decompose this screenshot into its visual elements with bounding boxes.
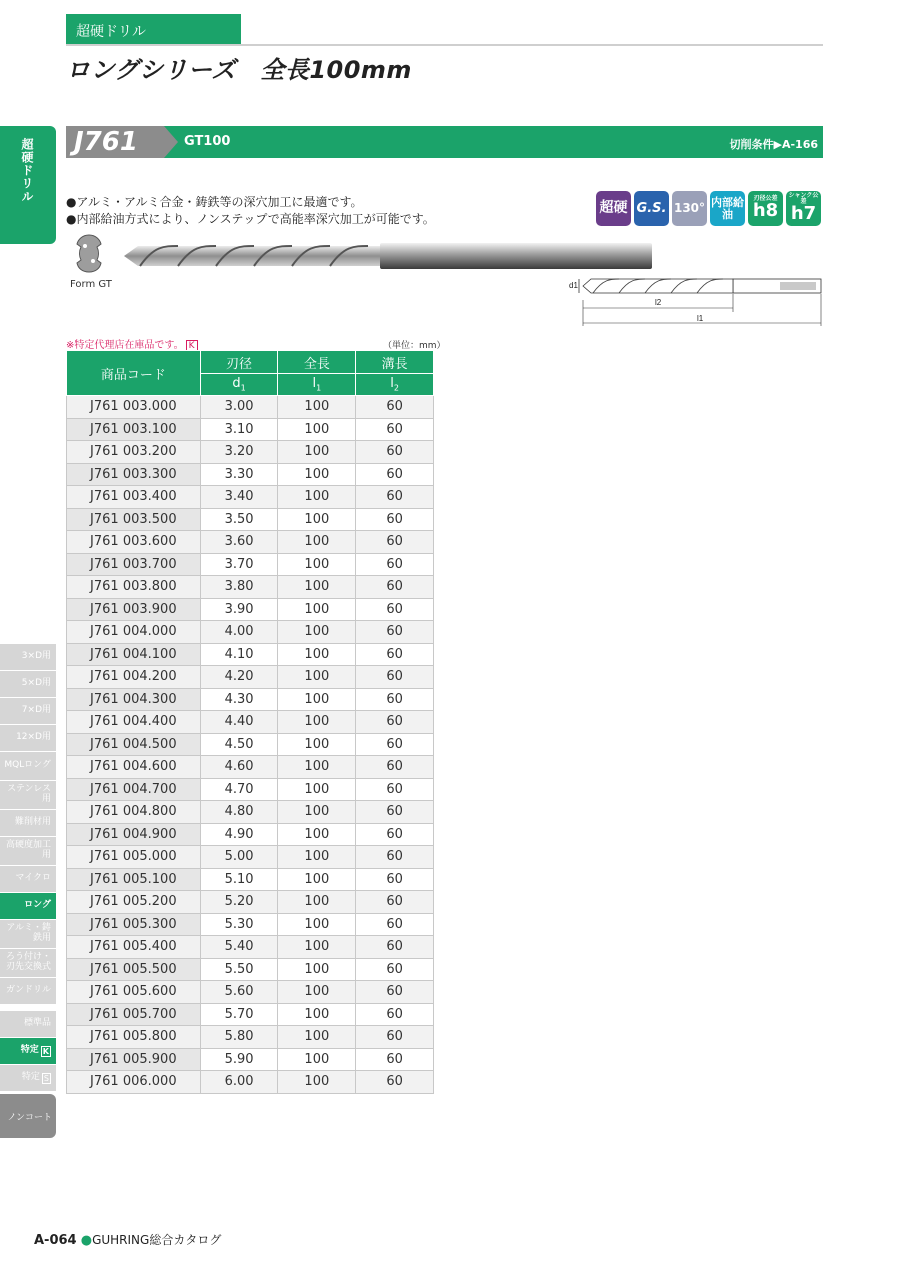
flute-length-cell: 60 bbox=[356, 486, 434, 509]
side-nav-item[interactable] bbox=[0, 893, 56, 919]
flute-length-cell: 60 bbox=[356, 576, 434, 599]
product-code-cell: J761 005.400 bbox=[67, 936, 201, 959]
table-row bbox=[67, 846, 434, 869]
diameter-cell: 5.00 bbox=[200, 846, 278, 869]
diameter-cell: 4.60 bbox=[200, 756, 278, 779]
side-nav-item[interactable] bbox=[0, 810, 56, 836]
page-number: A-064 bbox=[34, 1233, 77, 1248]
table-row bbox=[67, 891, 434, 914]
length-cell: 100 bbox=[278, 553, 356, 576]
diameter-cell: 3.20 bbox=[200, 441, 278, 464]
side-nav-item-label: 5×D用 bbox=[21, 678, 51, 689]
flute-length-cell: 60 bbox=[356, 913, 434, 936]
side-nav-item-label: 特定 bbox=[20, 1045, 39, 1056]
coolant-label: 内部給油 bbox=[711, 195, 744, 221]
side-nav-mark: S bbox=[43, 1073, 49, 1083]
product-code-cell: J761 003.000 bbox=[67, 396, 201, 419]
product-code-cell: J761 004.600 bbox=[67, 756, 201, 779]
table-row bbox=[67, 576, 434, 599]
side-nav-item-label: 特定 bbox=[21, 1072, 40, 1083]
length-cell: 100 bbox=[278, 1026, 356, 1049]
table-row bbox=[67, 598, 434, 621]
side-nav-item-label: 難削材用 bbox=[14, 817, 51, 828]
side-nav-item[interactable] bbox=[0, 1065, 56, 1091]
spec-table-body bbox=[67, 396, 434, 1094]
length-cell: 100 bbox=[278, 418, 356, 441]
category-label: 超硬ドリル bbox=[76, 24, 146, 40]
flute-length-cell: 60 bbox=[356, 441, 434, 464]
side-nav-item[interactable] bbox=[0, 671, 56, 697]
shank-tolerance-badge bbox=[786, 191, 821, 226]
diameter-cell: 5.80 bbox=[200, 1026, 278, 1049]
diameter-cell: 3.00 bbox=[200, 396, 278, 419]
product-code-cell: J761 003.400 bbox=[67, 486, 201, 509]
side-nav-item-label: MQLロング bbox=[4, 760, 51, 771]
flute-length-cell: 60 bbox=[356, 891, 434, 914]
length-cell: 100 bbox=[278, 486, 356, 509]
side-nav-item[interactable] bbox=[0, 752, 56, 780]
length-cell: 100 bbox=[278, 733, 356, 756]
side-nav-item-label: 3×D用 bbox=[21, 651, 51, 662]
category-tab bbox=[66, 14, 241, 44]
table-row bbox=[67, 441, 434, 464]
product-code-cell: J761 005.300 bbox=[67, 913, 201, 936]
diameter-cell: 4.00 bbox=[200, 621, 278, 644]
side-nav-item[interactable] bbox=[0, 698, 56, 724]
product-code-cell: J761 005.500 bbox=[67, 958, 201, 981]
length-cell: 100 bbox=[278, 576, 356, 599]
footer bbox=[34, 1231, 221, 1248]
side-nav-item[interactable] bbox=[0, 920, 56, 948]
catalog-name: GUHRING総合カタログ bbox=[92, 1233, 222, 1247]
header-flute: 溝長 bbox=[356, 351, 434, 374]
side-nav-item-label: 高硬度加工用 bbox=[5, 840, 51, 860]
diameter-cell: 3.70 bbox=[200, 553, 278, 576]
diameter-cell: 3.50 bbox=[200, 508, 278, 531]
diameter-cell: 4.90 bbox=[200, 823, 278, 846]
shank-tolerance-value: h7 bbox=[790, 203, 817, 225]
carbide-badge-label: 超硬 bbox=[599, 200, 628, 217]
diameter-cell: 4.70 bbox=[200, 778, 278, 801]
table-row bbox=[67, 756, 434, 779]
flute-length-cell: 60 bbox=[356, 531, 434, 554]
flute-length-cell: 60 bbox=[356, 711, 434, 734]
side-nav-item-label: アルミ・鋳鉄用 bbox=[6, 923, 51, 943]
d1-label: d1 bbox=[569, 281, 578, 290]
flute-length-cell: 60 bbox=[356, 418, 434, 441]
flute-length-cell: 60 bbox=[356, 508, 434, 531]
table-row bbox=[67, 666, 434, 689]
flute-sub: 2 bbox=[393, 383, 399, 393]
length-cell: 100 bbox=[278, 778, 356, 801]
cutting-conditions-link[interactable]: 切削条件▶A-166 bbox=[729, 138, 818, 151]
flute-length-cell: 60 bbox=[356, 756, 434, 779]
feature-1: ●アルミ・アルミ合金・鋳鉄等の深穴加工に最適です。 bbox=[66, 195, 363, 209]
length-cell: 100 bbox=[278, 936, 356, 959]
table-row bbox=[67, 418, 434, 441]
flute-length-cell: 60 bbox=[356, 1003, 434, 1026]
length-symbol: l bbox=[312, 376, 317, 392]
header-diameter-symbol bbox=[200, 374, 278, 396]
length-cell: 100 bbox=[278, 396, 356, 419]
spec-badges bbox=[596, 191, 821, 226]
diameter-cell: 4.80 bbox=[200, 801, 278, 824]
product-code-cell: J761 004.000 bbox=[67, 621, 201, 644]
side-nav-item[interactable] bbox=[0, 644, 56, 670]
product-code-cell: J761 003.700 bbox=[67, 553, 201, 576]
flute-symbol: l bbox=[390, 376, 394, 392]
product-code-cell: J761 004.700 bbox=[67, 778, 201, 801]
side-nav-item[interactable] bbox=[0, 725, 56, 751]
length-cell: 100 bbox=[278, 846, 356, 869]
diameter-cell: 5.70 bbox=[200, 1003, 278, 1026]
product-code-cell: J761 005.000 bbox=[67, 846, 201, 869]
flute-length-cell: 60 bbox=[356, 823, 434, 846]
side-nav-item[interactable] bbox=[0, 1038, 56, 1064]
flute-length-cell: 60 bbox=[356, 1071, 434, 1094]
product-bar bbox=[66, 126, 823, 158]
diameter-cell: 5.50 bbox=[200, 958, 278, 981]
point-angle-badge bbox=[672, 191, 707, 226]
catalog-dot-icon: ● bbox=[80, 1233, 93, 1248]
side-nav-item-label: ろう付け・刃先交換式 bbox=[5, 952, 51, 972]
product-code-cell: J761 003.500 bbox=[67, 508, 201, 531]
side-nav-item[interactable] bbox=[0, 781, 56, 809]
product-code-cell: J761 005.800 bbox=[67, 1026, 201, 1049]
diameter-cell: 3.30 bbox=[200, 463, 278, 486]
table-row bbox=[67, 643, 434, 666]
length-cell: 100 bbox=[278, 621, 356, 644]
side-nav-item-label: 標準品 bbox=[23, 1018, 51, 1029]
table-row bbox=[67, 778, 434, 801]
stock-k-mark: K bbox=[186, 340, 198, 352]
product-code-cell: J761 004.200 bbox=[67, 666, 201, 689]
flute-length-cell: 60 bbox=[356, 643, 434, 666]
length-cell: 100 bbox=[278, 868, 356, 891]
spec-table bbox=[66, 350, 434, 1094]
product-code-cell: J761 005.100 bbox=[67, 868, 201, 891]
flute-length-cell: 60 bbox=[356, 621, 434, 644]
l1-label: l1 bbox=[697, 314, 704, 323]
diameter-cell: 6.00 bbox=[200, 1071, 278, 1094]
product-code-cell: J761 004.800 bbox=[67, 801, 201, 824]
table-row bbox=[67, 621, 434, 644]
length-sub: 1 bbox=[316, 383, 322, 393]
table-row bbox=[67, 396, 434, 419]
diameter-cell: 5.30 bbox=[200, 913, 278, 936]
diameter-cell: 3.60 bbox=[200, 531, 278, 554]
product-code-cell: J761 004.500 bbox=[67, 733, 201, 756]
coolant-badge bbox=[710, 191, 745, 226]
diameter-cell: 5.60 bbox=[200, 981, 278, 1004]
table-row bbox=[67, 1003, 434, 1026]
top-divider bbox=[66, 44, 823, 46]
flute-length-cell: 60 bbox=[356, 688, 434, 711]
table-row bbox=[67, 711, 434, 734]
product-code-cell: J761 004.900 bbox=[67, 823, 201, 846]
length-cell: 100 bbox=[278, 508, 356, 531]
table-row bbox=[67, 823, 434, 846]
flute-length-cell: 60 bbox=[356, 801, 434, 824]
diameter-cell: 4.50 bbox=[200, 733, 278, 756]
gs-badge bbox=[634, 191, 669, 226]
product-code-cell: J761 005.600 bbox=[67, 981, 201, 1004]
length-cell: 100 bbox=[278, 666, 356, 689]
side-nav-item-label: ロング bbox=[24, 900, 51, 911]
side-nav-noncoat[interactable]: ノンコート bbox=[0, 1094, 56, 1138]
table-row bbox=[67, 1026, 434, 1049]
product-code-cell: J761 006.000 bbox=[67, 1071, 201, 1094]
length-cell: 100 bbox=[278, 441, 356, 464]
table-row bbox=[67, 531, 434, 554]
product-code-cell: J761 003.200 bbox=[67, 441, 201, 464]
length-cell: 100 bbox=[278, 688, 356, 711]
diameter-tolerance-caption: 刃径公差 bbox=[753, 194, 778, 202]
diameter-cell: 4.40 bbox=[200, 711, 278, 734]
length-cell: 100 bbox=[278, 958, 356, 981]
length-cell: 100 bbox=[278, 891, 356, 914]
side-nav-item-label: 7×D用 bbox=[21, 705, 51, 716]
flute-length-cell: 60 bbox=[356, 981, 434, 1004]
feature-2: ●内部給油方式により、ノンステップで高能率深穴加工が可能です。 bbox=[66, 212, 435, 226]
side-nav-mark: K bbox=[42, 1046, 49, 1056]
length-cell: 100 bbox=[278, 756, 356, 779]
side-nav-item[interactable] bbox=[0, 1011, 56, 1037]
diameter-cell: 3.40 bbox=[200, 486, 278, 509]
diameter-cell: 5.40 bbox=[200, 936, 278, 959]
diameter-cell: 3.10 bbox=[200, 418, 278, 441]
diameter-cell: 3.80 bbox=[200, 576, 278, 599]
shank-tolerance-caption: シャンク公差 bbox=[788, 191, 819, 206]
table-row bbox=[67, 981, 434, 1004]
dia-symbol: d bbox=[232, 376, 241, 392]
diameter-tolerance-value: h8 bbox=[752, 200, 779, 222]
flute-length-cell: 60 bbox=[356, 396, 434, 419]
table-row bbox=[67, 508, 434, 531]
carbide-badge bbox=[596, 191, 631, 226]
l2-label: l2 bbox=[655, 298, 662, 307]
side-nav-item[interactable] bbox=[0, 837, 56, 865]
table-row bbox=[67, 463, 434, 486]
table-row bbox=[67, 553, 434, 576]
table-row bbox=[67, 868, 434, 891]
product-code-cell: J761 004.400 bbox=[67, 711, 201, 734]
table-row bbox=[67, 1071, 434, 1094]
side-category-label: 超硬ドリル bbox=[20, 138, 34, 203]
point-angle-label: 130° bbox=[673, 201, 706, 216]
length-cell: 100 bbox=[278, 1048, 356, 1071]
header-length-symbol bbox=[278, 374, 356, 396]
length-cell: 100 bbox=[278, 913, 356, 936]
header-flute-symbol bbox=[356, 374, 434, 396]
length-cell: 100 bbox=[278, 1071, 356, 1094]
product-code: J761 bbox=[66, 126, 164, 158]
flute-length-cell: 60 bbox=[356, 598, 434, 621]
side-nav bbox=[0, 644, 56, 1092]
table-row bbox=[67, 486, 434, 509]
side-nav-item-label: ガンドリル bbox=[5, 985, 51, 996]
side-nav-item[interactable] bbox=[0, 949, 56, 977]
product-code-cell: J761 003.100 bbox=[67, 418, 201, 441]
table-row bbox=[67, 688, 434, 711]
table-row bbox=[67, 733, 434, 756]
flute-length-cell: 60 bbox=[356, 778, 434, 801]
product-code-cell: J761 003.600 bbox=[67, 531, 201, 554]
page-title: ロングシリーズ 全長100mm bbox=[66, 56, 412, 84]
side-nav-item-label: 12×D用 bbox=[16, 732, 51, 743]
side-nav-item[interactable] bbox=[0, 866, 56, 892]
length-cell: 100 bbox=[278, 981, 356, 1004]
product-code-cell: J761 005.200 bbox=[67, 891, 201, 914]
header-length: 全長 bbox=[278, 351, 356, 374]
length-cell: 100 bbox=[278, 643, 356, 666]
stock-note-text: ※特定代理店在庫品です。 bbox=[66, 340, 184, 351]
product-code-arrow bbox=[164, 126, 178, 158]
table-row bbox=[67, 936, 434, 959]
length-cell: 100 bbox=[278, 711, 356, 734]
diameter-cell: 4.10 bbox=[200, 643, 278, 666]
length-cell: 100 bbox=[278, 463, 356, 486]
flute-length-cell: 60 bbox=[356, 463, 434, 486]
drill-cross-section-icon bbox=[70, 232, 108, 274]
diameter-cell: 3.90 bbox=[200, 598, 278, 621]
diameter-cell: 4.20 bbox=[200, 666, 278, 689]
length-cell: 100 bbox=[278, 531, 356, 554]
product-code-cell: J761 004.300 bbox=[67, 688, 201, 711]
header-diameter: 刃径 bbox=[200, 351, 278, 374]
flute-length-cell: 60 bbox=[356, 1048, 434, 1071]
flute-length-cell: 60 bbox=[356, 666, 434, 689]
product-code-cell: J761 003.300 bbox=[67, 463, 201, 486]
diameter-cell: 4.30 bbox=[200, 688, 278, 711]
gs-badge-label: G.S. bbox=[636, 200, 667, 216]
diameter-cell: 5.90 bbox=[200, 1048, 278, 1071]
drill-photo bbox=[120, 238, 655, 274]
product-code-cell: J761 003.800 bbox=[67, 576, 201, 599]
table-row bbox=[67, 1048, 434, 1071]
side-nav-item-label: マイクロ bbox=[15, 873, 51, 884]
flute-length-cell: 60 bbox=[356, 846, 434, 869]
length-cell: 100 bbox=[278, 598, 356, 621]
diameter-cell: 5.20 bbox=[200, 891, 278, 914]
product-series: GT100 bbox=[184, 134, 231, 149]
diameter-tolerance-badge bbox=[748, 191, 783, 226]
dia-sub: 1 bbox=[240, 383, 246, 393]
side-nav-item-label: ステンレス用 bbox=[7, 784, 51, 804]
side-nav-item[interactable] bbox=[0, 978, 56, 1004]
product-code-cell: J761 003.900 bbox=[67, 598, 201, 621]
flute-length-cell: 60 bbox=[356, 733, 434, 756]
unit-note: （単位：mm） bbox=[383, 341, 446, 351]
length-cell: 100 bbox=[278, 823, 356, 846]
flute-length-cell: 60 bbox=[356, 868, 434, 891]
flute-length-cell: 60 bbox=[356, 958, 434, 981]
product-code-cell: J761 005.700 bbox=[67, 1003, 201, 1026]
table-row bbox=[67, 801, 434, 824]
flute-length-cell: 60 bbox=[356, 1026, 434, 1049]
flute-length-cell: 60 bbox=[356, 936, 434, 959]
length-cell: 100 bbox=[278, 1003, 356, 1026]
header-code: 商品コード bbox=[67, 351, 201, 396]
dimension-diagram bbox=[565, 272, 827, 328]
product-code-cell: J761 004.100 bbox=[67, 643, 201, 666]
form-label: Form GT bbox=[70, 279, 112, 290]
table-row bbox=[67, 913, 434, 936]
flute-length-cell: 60 bbox=[356, 553, 434, 576]
length-cell: 100 bbox=[278, 801, 356, 824]
table-row bbox=[67, 958, 434, 981]
product-code-cell: J761 005.900 bbox=[67, 1048, 201, 1071]
diameter-cell: 5.10 bbox=[200, 868, 278, 891]
